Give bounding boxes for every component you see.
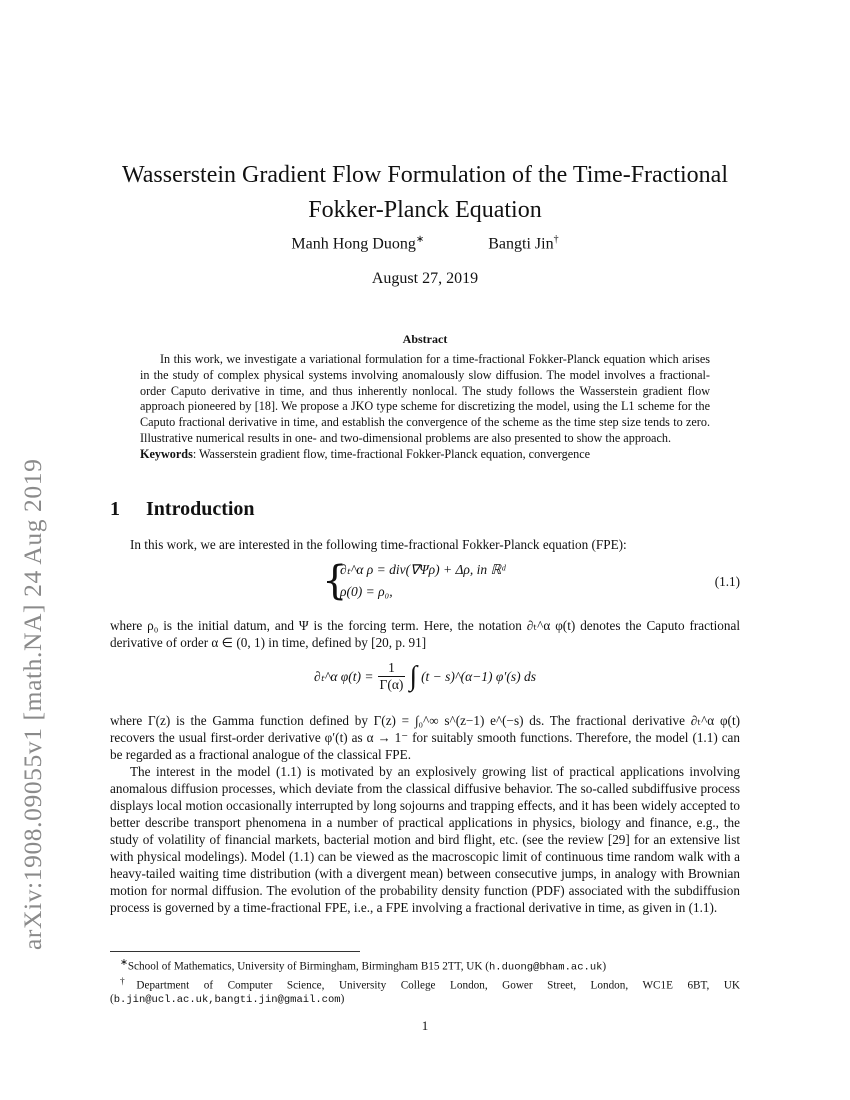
intro-paragraph <box>110 536 740 553</box>
footnotes <box>110 956 740 1007</box>
caputo-intro-text: where ρ₀ is the initial datum, and Ψ is the forcing term. Here, the notation ∂ₜ^α φ(t) denotes the Caputo fractional derivative of order α ∈ (0, 1) in time, defined by [20, p. 91] <box>110 618 740 650</box>
author-duong <box>291 234 424 253</box>
paragraph-caputo-intro <box>110 617 740 651</box>
interest-text: The interest in the model (1.1) is motivated by an explosively growing list of practical applications involving anomalous diffusion processes, which deviate from the classical diffusive behavior. The so-called subdiffusive process displays local motion occasionally interrupted by long sojourns and trapping effects, and it has been widely accepted to better describe transport phenomena in a number of practical applications in physics, biology and finance, e.g., the study of volatility of financial markets, bacterial motion and bird flight, etc. (see the review [29] for an extensive list with physical modelings). Model (1.1) can be viewed as the macroscopic limit of continuous time random walk with a heavy-tailed waiting time distribution (with a divergent mean) between consecutive jumps, in analogy with Brownian motion for normal diffusion. The evolution of the probability density function (PDF) associated with the subdiffusion process is governed by a time-fractional FPE, i.e., a FPE involving a fractional derivative in time, as given in (1.1). <box>110 764 740 915</box>
footnote-2-text: Department of Computer Science, University College London, Gower Street, London, WC1E 6BT, UK ( <box>110 979 740 1006</box>
paper-date: August 27, 2019 <box>371 270 479 287</box>
email-link-jin[interactable]: b.jin@ucl.ac.uk,bangti.jin@gmail.com <box>113 994 341 1007</box>
title-line-2: Fokker-Planck Equation <box>308 197 542 223</box>
abstract-heading: Abstract <box>402 332 448 346</box>
paper-title <box>110 158 740 228</box>
caputo-numerator: 1 <box>378 660 406 677</box>
footnote-rule <box>110 951 360 952</box>
caputo-fraction <box>378 660 406 693</box>
equation-brace: { <box>322 558 348 604</box>
abstract-text: In this work, we investigate a variational formulation for a time-fractional Fokker-Planck equation which arises in the study of complex physical systems involving anomalously slow diffusion. The model involves a fractional-order Caputo derivative in time, and thus inherently nonlocal. The study follows the Wasserstein gradient flow approach pioneered by [18]. We propose a JKO type scheme for discretizing the model, using the L1 scheme for the Caputo fractional derivative in time, and establish the convergence of the scheme as the time step size tends to zero. Illustrative numerical results in one- and two-dimensional problems are also presented to show the approach. <box>140 352 710 445</box>
footnote-mark: † <box>120 976 137 987</box>
email-link-duong[interactable]: h.duong@bham.ac.uk <box>489 961 603 974</box>
caputo-lhs: ∂ₜ^α φ(t) = <box>314 668 374 684</box>
author-footnote-mark: † <box>553 234 559 245</box>
footnote-paren: ) <box>340 993 345 1006</box>
footnote-1-text: School of Mathematics, University of Birmingham, Birmingham B15 2TT, UK ( <box>127 960 489 973</box>
footnote-1 <box>110 956 740 975</box>
caputo-definition <box>314 660 536 693</box>
title-line-1: Wasserstein Gradient Flow Formulation of the Time-Fractional <box>122 162 728 188</box>
section-number: 1 <box>110 498 120 520</box>
section-heading <box>110 498 255 521</box>
keywords-label: Keywords <box>140 446 193 461</box>
equation-number: (1.1) <box>714 574 740 589</box>
equation-1-1-line-1: ∂ₜ^α ρ = div(∇Ψρ) + Δρ, in ℝᵈ <box>340 562 506 577</box>
footnote-paren: ) <box>602 960 607 973</box>
caputo-integrand: (t − s)^(α−1) φ′(s) ds <box>421 668 536 684</box>
abstract-body <box>140 352 710 463</box>
page-number: 1 <box>421 1018 429 1033</box>
footnote-mark: ∗ <box>120 958 128 968</box>
author-name: Manh Hong Duong <box>291 235 416 253</box>
caputo-denominator: Γ(α) <box>379 677 404 692</box>
arxiv-identifier: arXiv:1908.09055v1 [math.NA] 24 Aug 2019 <box>18 458 47 950</box>
gamma-text: where Γ(z) is the Gamma function defined by Γ(z) = ∫₀^∞ s^(z−1) e^(−s) ds. The fractional derivative ∂ₜ^α φ(t) recovers the usual first-order derivative φ′(t) as α → 1⁻ for suitably smooth functions. Therefore, the model (1.1) can be regarded as a fractional analogue of the classical FPE. <box>110 713 740 762</box>
keywords <box>140 447 710 463</box>
author-jin <box>488 234 558 253</box>
paragraph-gamma <box>110 712 740 916</box>
intro-text: In this work, we are interested in the following time-fractional Fokker-Planck equation (FPE): <box>130 537 627 552</box>
author-footnote-mark: ∗ <box>415 234 425 245</box>
author-name: Bangti Jin <box>488 235 554 253</box>
author-list <box>110 234 740 253</box>
section-title: Introduction <box>146 498 255 520</box>
integral-sign: ∫ <box>409 660 418 692</box>
footnote-2 <box>110 975 740 1008</box>
keywords-list: : Wasserstein gradient flow, time-fractional Fokker-Planck equation, convergence <box>192 446 591 461</box>
equation-1-1-line-2: ρ(0) = ρ₀, <box>340 584 393 599</box>
